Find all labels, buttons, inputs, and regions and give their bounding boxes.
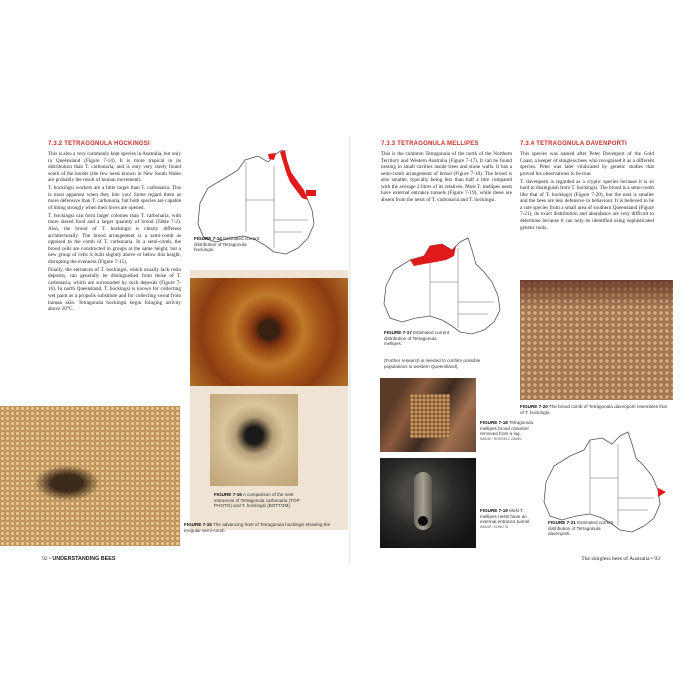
caption-text: Most T. mellipes nests have an external entrance tunnel. [480,508,531,525]
caption-text: Estimated current distribution of Tetragonula hockingsi. [194,236,260,253]
paragraph: T. davenporti is regarded as a cryptic species because it is so hard to distinguish from T. hockingsi. The brood is a semi-comb like that of T. hockingsi (Figure 7-20), but the nest is smaller and the bees are less defensive in behaviour. It is believed to be a rare species from a small area of southern Queensland (Figure 7-21), its exact distribution and abundance are very difficult to determine because it can only be identified using sophisticated genetic tools. [520,178,654,231]
caption-fig-7-17 [384,330,452,347]
caption-label: FIGURE 7-17 [384,330,412,335]
nest-entrance-carbonaria-photo [190,278,348,386]
caption-fig-7-20 [520,404,672,415]
map-mellipes-distribution [380,236,510,341]
book-gutter [349,136,351,564]
caption-label: FIGURE 7-14 [194,236,222,241]
caption-label: FIGURE 7-21 [548,520,576,525]
caption-fig-7-16 [214,492,310,509]
caption-fig-7-19 [480,508,538,529]
tunnel-opening [418,516,428,526]
range-marker [306,190,316,196]
right-page-footer: The stingless bees of Australia • 93 [581,556,660,562]
page-number: 92 [42,556,48,562]
australia-outline [544,432,660,532]
caption-text: Tetragonula mellipes brood chamber removed from a log. [480,420,534,437]
image-credit: IMAGE: KUNG SI [480,524,509,529]
image-credit: IMAGE: RUSSELL ZABEL [480,436,523,441]
section-heading-davenporti: 7.3.4 TETRAGONULA DAVENPORTI [520,141,627,147]
paragraph: T. hockingsi workers are a little larger than T. carbonaria. This is most apparent when they bite you! Some regard them as more defensive than T. carbonaria, but both species are capable of biting strongly when their hives are opened. [48,185,181,211]
caption-label: FIGURE 7-18 [480,420,508,425]
book-spread [0,136,700,564]
photo-shading [520,280,673,308]
caption-text: Estimated current distribution of Tetragonula mellipes. [384,330,450,347]
note-fig-7-17: (Further research is needed to confirm possible populations in western Queensland). [384,358,481,369]
caption-text: Estimated current distribution of Tetragonula davenporti. [548,520,614,537]
hockingsi-body-text [48,151,181,314]
caption-label: FIGURE 7-19 [480,508,508,513]
section-heading-hockingsi: 7.3.2 TETRAGONULA HOCKINGSI [48,141,150,147]
caption-text: The advancing front of Tetragonula hockingsi showing the irregular semi-comb. [184,522,331,533]
caption-label: FIGURE 7-15 [184,522,212,527]
running-title: UNDERSTANDING BEES [52,556,116,562]
caption-fig-7-15 [184,522,334,533]
left-page-footer: 92 • UNDERSTANDING BEES [42,556,116,562]
mellipes-body-text: This is the common Tetragonula of the north of the Northern Territory and Western Australia (Figure 7-17). It can be found nesting in small cavities inside trees and stone walls. It has a semi-comb arrangement of brood (Figure 7-18). The brood is also smaller, typically being less than half a litre compared with the average 2 litres of its relatives. Most T. mellipes nests have external entrance tunnels (Figure 7-19), while these are absent from the nests of T. carbonaria and T. hockingsi. [381,151,512,203]
range-marker [658,488,666,497]
section-heading-mellipes: 7.3.3 TETRAGONULA MELLIPES [381,141,479,147]
paragraph: This species was named after Peter Davenport of the Gold Coast, a keeper of stingless bees who recognised it as a different species. Peter was later vindicated by genetic studies that proved his observations to be true. [520,151,654,177]
brood-shadow [36,466,98,500]
davenporti-body-text [520,151,654,233]
caption-text: The brood comb of Tetragonula davenporti resembles that of T. hockingsi. [520,404,667,415]
paragraph: This is also a very commonly kept species in Australia, but only in Queensland (Figure 7-14). It is more tropical in its distribution than T. carbonaria, and is only very rarely found south of the border (the few nests known in New South Wales are probably the result of human movement). [48,151,181,184]
caption-fig-7-21 [548,520,614,537]
page-number: 93 [654,556,660,562]
brood-cluster [410,394,450,438]
caption-fig-7-18 [480,420,534,441]
nest-entrance-hockingsi-photo [210,394,298,486]
paragraph: T. hockingsi can form larger colonies than T. carbonaria, with more stored food and a larger quantity of brood (Table 7-2). Also, the brood of T. hockingsi is clearly different architecturally. The brood arrangement is a semi-comb as opposed to the comb of T. carbonaria. In a semi-comb, the brood cells are constructed in groups at the same height, but a new group of cells is built slightly above or below this height, disrupting the evenness (Figure 7-15). [48,212,181,265]
paragraph: Finally, the entrances of T. hockingsi, which usually lack resin deposits, can generally be distinguished from those of T. carbonaria, which are surrounded by such deposits (Figure 7-16). In north Queensland, T. hockingsi is known for collecting wet paint as a propolis substitute and for collecting sweat from human skin. Tetragonula hockingsi begin foraging activity above 20°C. [48,266,181,313]
caption-label: FIGURE 7-16 [214,492,242,497]
caption-label: FIGURE 7-20 [520,404,548,409]
running-title: The stingless bees of Australia [581,556,650,562]
caption-fig-7-14 [194,236,266,253]
caption-text: A comparison of the nest entrances of Tetragonula carbonaria (TOP PHOTO) and T. hockingsi (BOTTOM). [214,492,300,509]
